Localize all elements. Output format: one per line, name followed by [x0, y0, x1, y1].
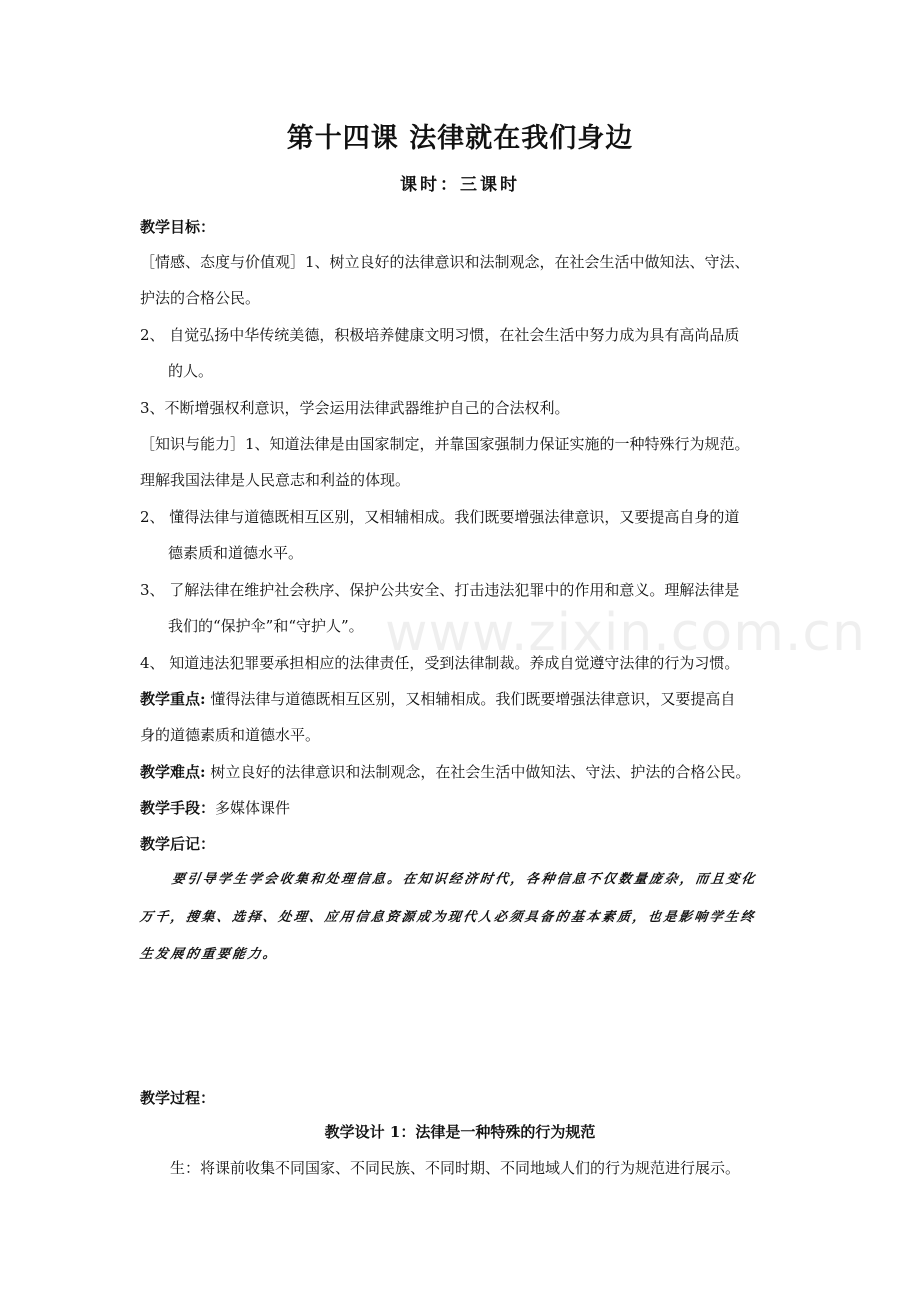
means-line [140, 797, 800, 819]
difficulty-line [140, 761, 800, 783]
objective-line: ［知识与能力］1、知道法律是由国家制定，并靠国家强制力保证实施的一种特殊行为规范。 [140, 435, 750, 453]
difficulty-label: 教学难点: [140, 763, 206, 781]
design-heading: 教学设计 1：法律是一种特殊的行为规范 [324, 1123, 596, 1141]
notes-line: 万千，搜集、选择、处理、应用信息资源成为现代人必须具备的基本素质，也是影响学生终 [138, 910, 757, 925]
objective-line: 护法的合格公民。 [140, 289, 261, 307]
objective-line: 我们的“保护伞”和“守护人”。 [168, 617, 364, 635]
means-label: 教学手段： [140, 799, 216, 817]
key-point-text: 懂得法律与道德既相互区别，又相辅相成。我们既要增强法律意识，又要提高自 [205, 690, 736, 708]
objective-line: ［情感、态度与价值观］1、树立良好的法律意识和法制观念，在社会生活中做知法、守法、 [140, 253, 750, 271]
objective-line: 2、 自觉弘扬中华传统美德，积极培养健康文明习惯，在社会生活中努力成为具有高尚品质 [140, 326, 740, 344]
objective-line: 3、 了解法律在维护社会秩序、保护公共安全、打击违法犯罪中的作用和意义。理解法律是 [140, 581, 740, 599]
notes-line: 生发展的重要能力。 [138, 947, 280, 962]
means-text: 多媒体课件 [215, 799, 291, 817]
lesson-subtitle: 课时：三课时 [400, 175, 520, 195]
student-line: 生：将课前收集不同国家、不同民族、不同时期、不同地域人们的行为规范进行展示。 [170, 1159, 741, 1177]
key-point-label: 教学重点: [140, 690, 206, 708]
objective-line: 3、不断增强权利意识，学会运用法律武器维护自己的合法权利。 [140, 399, 570, 417]
notes-line: 要引导学生学会收集和处理信息。在知识经济时代，各种信息不仅数量庞杂，而且变化 [170, 872, 758, 887]
process-heading: 教学过程： [140, 1089, 216, 1107]
lesson-title: 第十四课 法律就在我们身边 [286, 123, 634, 154]
key-point-line: 身的道德素质和道德水平。 [140, 726, 321, 744]
watermark: www.zixin.com.cn [385, 603, 866, 663]
objectives-heading: 教学目标： [140, 218, 216, 236]
difficulty-text: 树立良好的法律意识和法制观念，在社会生活中做知法、守法、护法的合格公民。 [205, 763, 751, 781]
key-point-line [140, 688, 800, 710]
objective-line: 2、 懂得法律与道德既相互区别，又相辅相成。我们既要增强法律意识，又要提高自身的道 [140, 508, 740, 526]
objective-line: 4、 知道违法犯罪要承担相应的法律责任，受到法律制裁。养成自觉遵守法律的行为习惯。 [140, 654, 740, 672]
objective-line: 的人。 [168, 362, 214, 380]
objective-line: 理解我国法律是人民意志和利益的体现。 [140, 471, 411, 489]
objective-line: 德素质和道德水平。 [168, 544, 304, 562]
notes-heading: 教学后记： [140, 835, 216, 853]
